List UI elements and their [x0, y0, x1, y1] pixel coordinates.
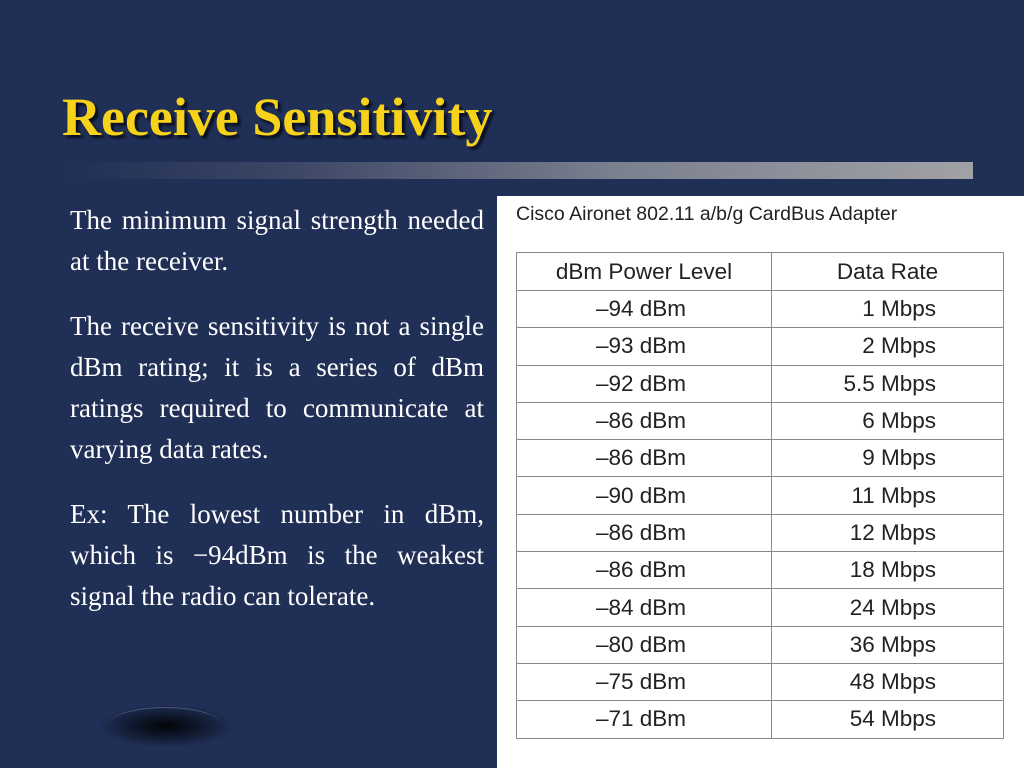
cell-data-rate: 24 Mbps	[772, 589, 1004, 626]
cell-data-rate: 11 Mbps	[772, 477, 1004, 514]
paragraph-example: Ex: The lowest number in dBm, which is −94dBm is the weakest signal the radio can tolerate.	[70, 499, 484, 611]
paragraph-explanation: The receive sensitivity is not a single dBm rating; it is a series of dBm ratings required to communicate at varying data rates.	[70, 311, 484, 464]
cell-dbm: –86 dBm	[517, 552, 772, 589]
decorative-shadow	[100, 705, 232, 747]
cell-dbm: –94 dBm	[517, 291, 772, 328]
sensitivity-table	[516, 252, 1004, 739]
table-row	[517, 626, 1004, 663]
cell-data-rate: 12 Mbps	[772, 514, 1004, 551]
cell-data-rate: 48 Mbps	[772, 663, 1004, 700]
cell-dbm: –93 dBm	[517, 328, 772, 365]
table-body	[517, 291, 1004, 739]
cell-dbm: –86 dBm	[517, 514, 772, 551]
paragraph-definition: The minimum signal strength needed at the receiver.	[70, 205, 484, 276]
cell-data-rate: 36 Mbps	[772, 626, 1004, 663]
cell-data-rate: 9 Mbps	[772, 440, 1004, 477]
cell-data-rate: 1 Mbps	[772, 291, 1004, 328]
header-dbm: dBm Power Level	[517, 253, 772, 291]
cell-dbm: –75 dBm	[517, 663, 772, 700]
table-row	[517, 402, 1004, 439]
slide-body	[70, 200, 484, 641]
table-row	[517, 589, 1004, 626]
header-data-rate: Data Rate	[772, 253, 1004, 291]
title-underline-bar	[66, 162, 973, 179]
table-row	[517, 328, 1004, 365]
cell-dbm: –90 dBm	[517, 477, 772, 514]
cell-dbm: –92 dBm	[517, 365, 772, 402]
cell-data-rate: 18 Mbps	[772, 552, 1004, 589]
cell-dbm: –80 dBm	[517, 626, 772, 663]
cell-data-rate: 54 Mbps	[772, 701, 1004, 738]
sensitivity-table-image	[497, 196, 1024, 768]
table-row	[517, 440, 1004, 477]
cell-dbm: –86 dBm	[517, 440, 772, 477]
table-caption: Cisco Aironet 802.11 a/b/g CardBus Adapter	[516, 203, 898, 225]
table-row	[517, 701, 1004, 738]
table-row	[517, 365, 1004, 402]
table-row	[517, 477, 1004, 514]
table-row	[517, 663, 1004, 700]
cell-data-rate: 5.5 Mbps	[772, 365, 1004, 402]
table-header-row	[517, 253, 1004, 291]
table-row	[517, 552, 1004, 589]
cell-data-rate: 2 Mbps	[772, 328, 1004, 365]
cell-dbm: –86 dBm	[517, 402, 772, 439]
table-row	[517, 514, 1004, 551]
cell-data-rate: 6 Mbps	[772, 402, 1004, 439]
cell-dbm: –71 dBm	[517, 701, 772, 738]
table-row	[517, 291, 1004, 328]
slide-title: Receive Sensitivity	[62, 87, 493, 147]
cell-dbm: –84 dBm	[517, 589, 772, 626]
